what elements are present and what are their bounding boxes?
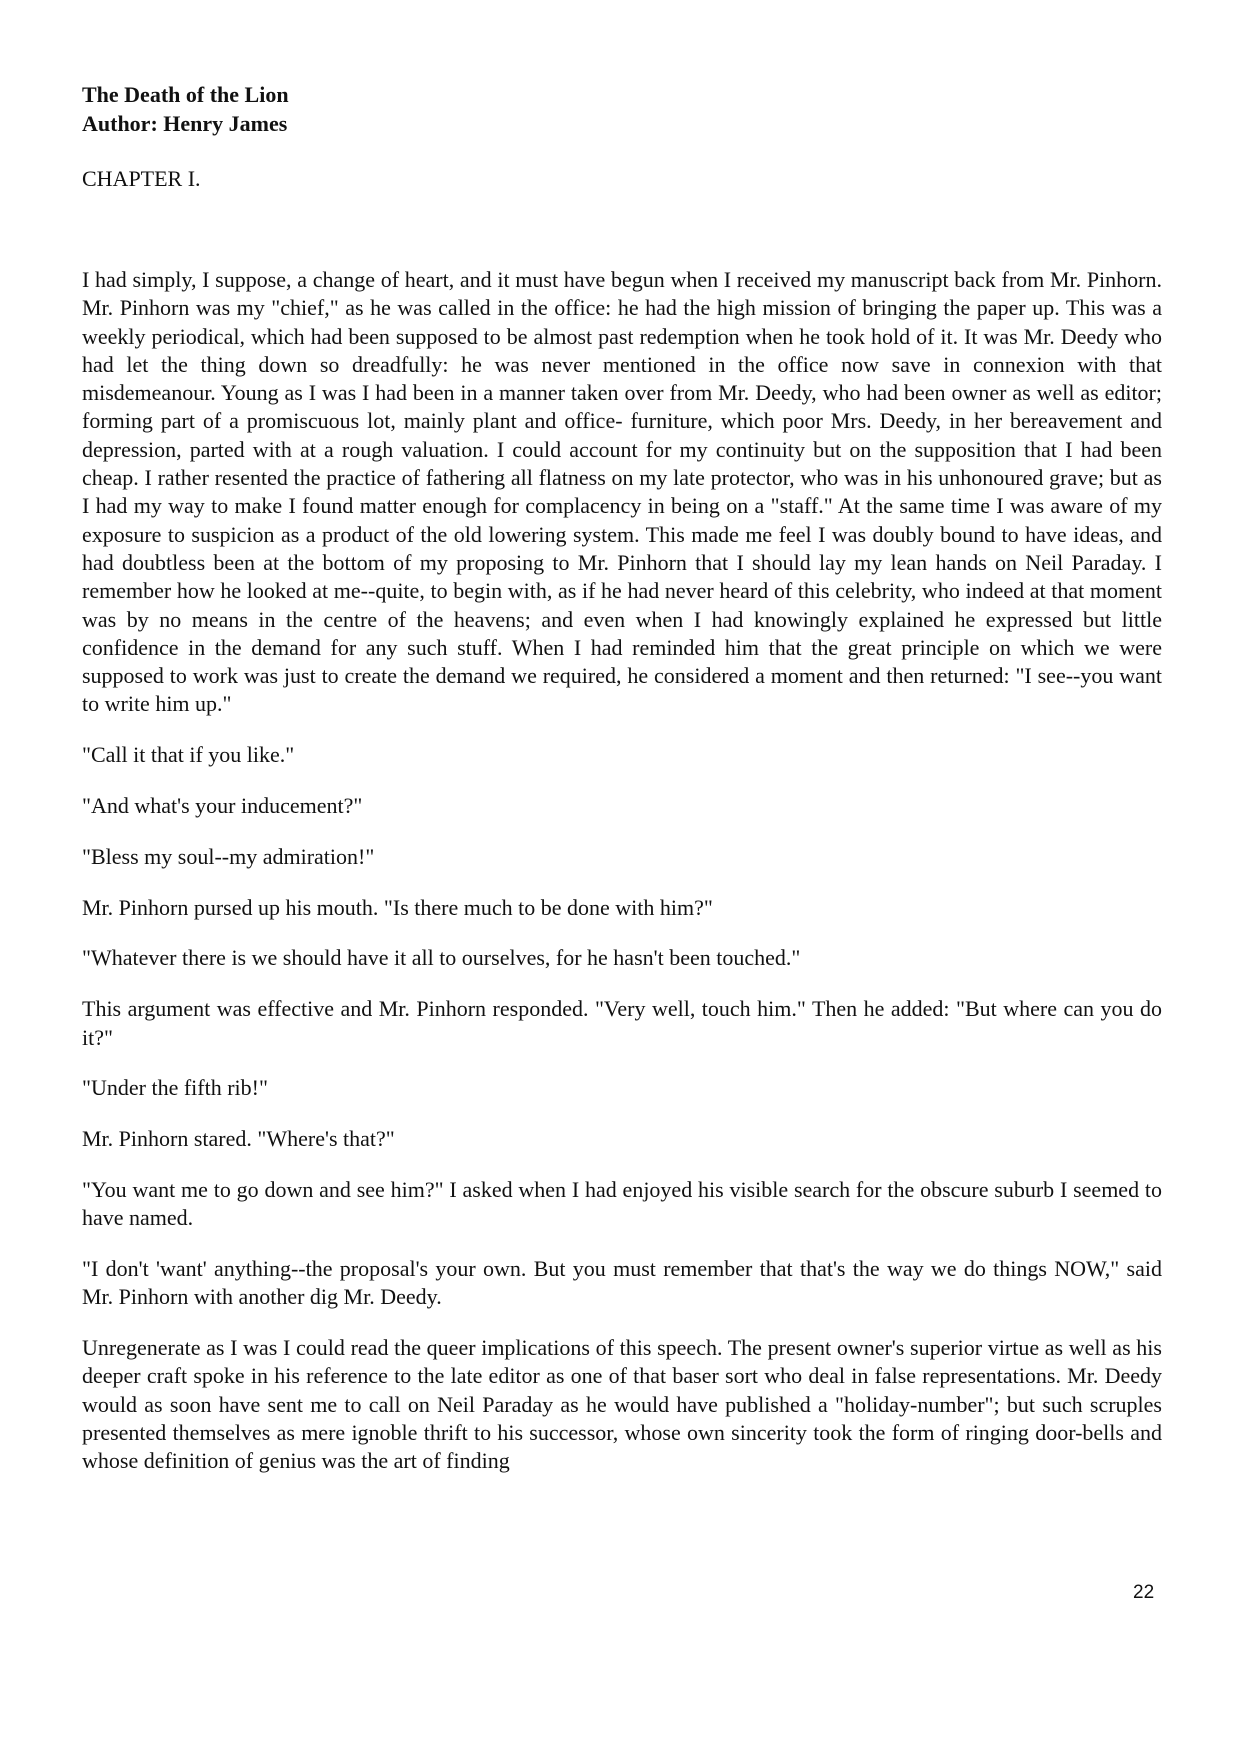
- paragraph: "Under the fifth rib!": [82, 1075, 268, 1101]
- paragraph: "Call it that if you like.": [82, 742, 295, 768]
- document-title: The Death of the Lion: [82, 82, 289, 107]
- paragraph: Mr. Pinhorn pursed up his mouth. "Is there much to be done with him?": [82, 894, 713, 920]
- paragraph: "I don't 'want' anything--the proposal's your own. But you must remember that that's the way we do things NOW," said Mr. Pinhorn with another dig Mr. Deedy.: [82, 1256, 1162, 1310]
- paragraph: "You want me to go down and see him?" I asked when I had enjoyed his visible search for the obscure suburb I seemed to have named.: [82, 1176, 1162, 1231]
- paragraph: "And what's your inducement?": [82, 793, 363, 819]
- body-text: [82, 266, 1162, 1476]
- paragraph: Unregenerate as I was I could read the queer implications of this speech. The present owner's superior virtue as well as his deeper craft spoke in his reference to the late editor as one of that baser sort who deal in false representations. Mr. Deedy would as soon have sent me to call on Neil Paraday as he would have published a "holiday-number"; but such scruples presented themselves as mere ignoble thrift to his successor, whose own sincerity took the form of ringing door-bells and whose definition of genius was the art of finding: [82, 1335, 1162, 1474]
- author-line: Author: Henry James: [82, 111, 288, 136]
- paragraph: Mr. Pinhorn stared. "Where's that?": [82, 1126, 395, 1152]
- chapter-heading: CHAPTER I.: [82, 166, 201, 191]
- paragraph: "Whatever there is we should have it all to ourselves, for he hasn't been touched.": [82, 945, 801, 971]
- document-page: [82, 80, 1162, 1498]
- title-block: [82, 80, 1162, 138]
- paragraph: "Bless my soul--my admiration!": [82, 843, 375, 869]
- paragraph: I had simply, I suppose, a change of heart, and it must have begun when I received my manuscript back from Mr. Pinhorn. Mr. Pinhorn was my "chief," as he was called in the office: he had the high mission of bringing the paper up. This was a weekly periodical, which had been supposed to be almost past redemption when he took hold of it. It was Mr. Deedy who had let the thing down so dreadfully: he was never mentioned in the office now save in connexion with that misdemeanour. Young as I was I had been in a manner taken over from Mr. Deedy, who had been owner as well as editor; forming part of a promiscuous lot, mainly plant and office- furniture, which poor Mrs. Deedy, in her bereavement and depression, parted with at a rough valuation. I could account for my continuity but on the supposition that I had been cheap. I rather resented the practice of fathering all flatness on my late protector, who was in his unhonoured grave; but as I had my way to make I found matter enough for complacency in being on a "staff." At the same time I was aware of my exposure to suspicion as a product of the old lowering system. This made me feel I was doubly bound to have ideas, and had doubtless been at the bottom of my proposing to Mr. Pinhorn that I should lay my lean hands on Neil Paraday. I remember how he looked at me--quite, to begin with, as if he had never heard of this celebrity, who indeed at that moment was by no means in the centre of the heavens; and even when I had knowingly explained he expressed but little confidence in the demand for any such stuff. When I had reminded him that the great principle on which we were supposed to work was just to create the demand we required, he considered a moment and then returned: "I see--you want to write him up.": [82, 267, 1162, 717]
- page-number: 22: [1133, 1582, 1155, 1603]
- paragraph: This argument was effective and Mr. Pinhorn responded. "Very well, touch him." Then he added: "But where can you do it?": [82, 996, 1162, 1050]
